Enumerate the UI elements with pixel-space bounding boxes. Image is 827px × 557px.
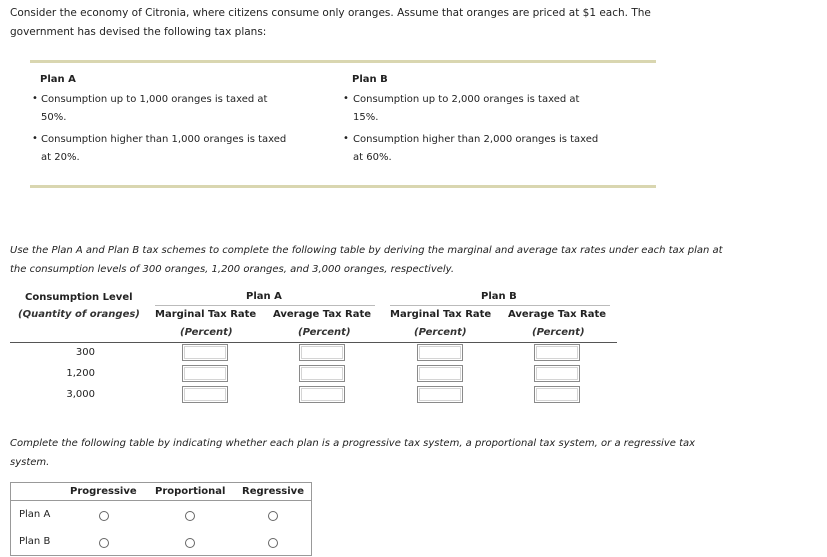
header-quantity: (Quantity of oranges)	[18, 309, 140, 320]
intro-line-1: Consider the economy of Citronia, where citizens consume only oranges. Assume that oranges are priced at $1 each. The	[10, 7, 651, 19]
plan-a-bullet-1-line-2: 50%.	[41, 112, 67, 123]
level-3000: 3,000	[66, 389, 95, 400]
plan-a-marginal-1200-input[interactable]	[182, 365, 228, 382]
table2-header-divider	[11, 500, 311, 501]
intro-text	[10, 4, 710, 42]
instruction-classify	[10, 434, 810, 472]
plan-a-regressive-radio[interactable]	[268, 511, 278, 521]
instruction-classify-line-1: Complete the following table by indicating whether each plan is a progressive tax system, a proportional tax system, or a regressive tax	[10, 438, 696, 449]
plan-a-bullet-2-line-1: Consumption higher than 1,000 oranges is taxed	[41, 134, 287, 145]
plan-a-average-3000-input[interactable]	[299, 386, 345, 403]
instruction-rates-line-2: the consumption levels of 300 oranges, 1,200 oranges, and 3,000 oranges, respectively.	[10, 264, 454, 275]
plan-a-average-1200-input[interactable]	[299, 365, 345, 382]
plan-b-bullet-1-line-2: 15%.	[353, 112, 379, 123]
header-plan-a-average: Average Tax Rate	[273, 309, 372, 320]
plan-a-bullet-1-line-1: Consumption up to 1,000 oranges is taxed at	[41, 94, 268, 105]
row-plan-b-label: Plan B	[19, 536, 51, 547]
plan-a-progressive-radio[interactable]	[99, 511, 109, 521]
instruction-rates-line-1: Use the Plan A and Plan B tax schemes to complete the following table by deriving the marginal and average tax rates under each tax plan at	[10, 245, 723, 256]
header-consumption-level: Consumption Level	[25, 292, 133, 303]
tax-plans-panel	[30, 60, 656, 188]
header-percent: (Percent)	[532, 327, 585, 338]
header-plan-b-average: Average Tax Rate	[508, 309, 607, 320]
plan-b-proportional-radio[interactable]	[185, 538, 195, 548]
header-plan-b: Plan B	[481, 291, 517, 302]
table-header-divider	[10, 342, 617, 343]
plan-b-average-1200-input[interactable]	[534, 365, 580, 382]
bullet-icon: •	[343, 133, 349, 144]
plan-a-bullet-2-line-2: at 20%.	[41, 152, 80, 163]
row-plan-a-label: Plan A	[19, 509, 51, 520]
bullet-icon: •	[32, 133, 38, 144]
bullet-icon: •	[343, 93, 349, 104]
header-progressive: Progressive	[70, 486, 137, 497]
header-percent: (Percent)	[180, 327, 233, 338]
header-proportional: Proportional	[155, 486, 226, 497]
level-300: 300	[75, 347, 95, 358]
bullet-icon: •	[32, 93, 38, 104]
header-percent: (Percent)	[298, 327, 351, 338]
plan-a-marginal-3000-input[interactable]	[182, 386, 228, 403]
plan-b-average-3000-input[interactable]	[534, 386, 580, 403]
plan-b-progressive-radio[interactable]	[99, 538, 109, 548]
plan-b-bullet-2-line-2: at 60%.	[353, 152, 392, 163]
header-regressive: Regressive	[242, 486, 304, 497]
level-1200: 1,200	[66, 368, 95, 379]
plan-b-regressive-radio[interactable]	[268, 538, 278, 548]
instruction-classify-line-2: system.	[10, 457, 50, 468]
instruction-rates	[10, 241, 810, 279]
header-percent: (Percent)	[414, 327, 467, 338]
plan-b-bullet-2-line-1: Consumption higher than 2,000 oranges is taxed	[353, 134, 599, 145]
header-plan-a: Plan A	[246, 291, 282, 302]
plan-b-title: Plan B	[352, 74, 388, 85]
plan-a-title: Plan A	[40, 74, 76, 85]
plan-a-proportional-radio[interactable]	[185, 511, 195, 521]
plan-b-marginal-3000-input[interactable]	[417, 386, 463, 403]
tax-system-table	[10, 482, 312, 556]
plan-b-divider	[390, 305, 610, 306]
plan-b-average-300-input[interactable]	[534, 344, 580, 361]
plan-a-average-300-input[interactable]	[299, 344, 345, 361]
plan-a-divider	[155, 305, 375, 306]
plan-a-marginal-300-input[interactable]	[182, 344, 228, 361]
header-plan-b-marginal: Marginal Tax Rate	[390, 309, 492, 320]
intro-line-2: government has devised the following tax plans:	[10, 26, 267, 38]
plan-b-bullet-1-line-1: Consumption up to 2,000 oranges is taxed at	[353, 94, 580, 105]
plan-b-marginal-300-input[interactable]	[417, 344, 463, 361]
header-plan-a-marginal: Marginal Tax Rate	[155, 309, 257, 320]
plan-b-marginal-1200-input[interactable]	[417, 365, 463, 382]
